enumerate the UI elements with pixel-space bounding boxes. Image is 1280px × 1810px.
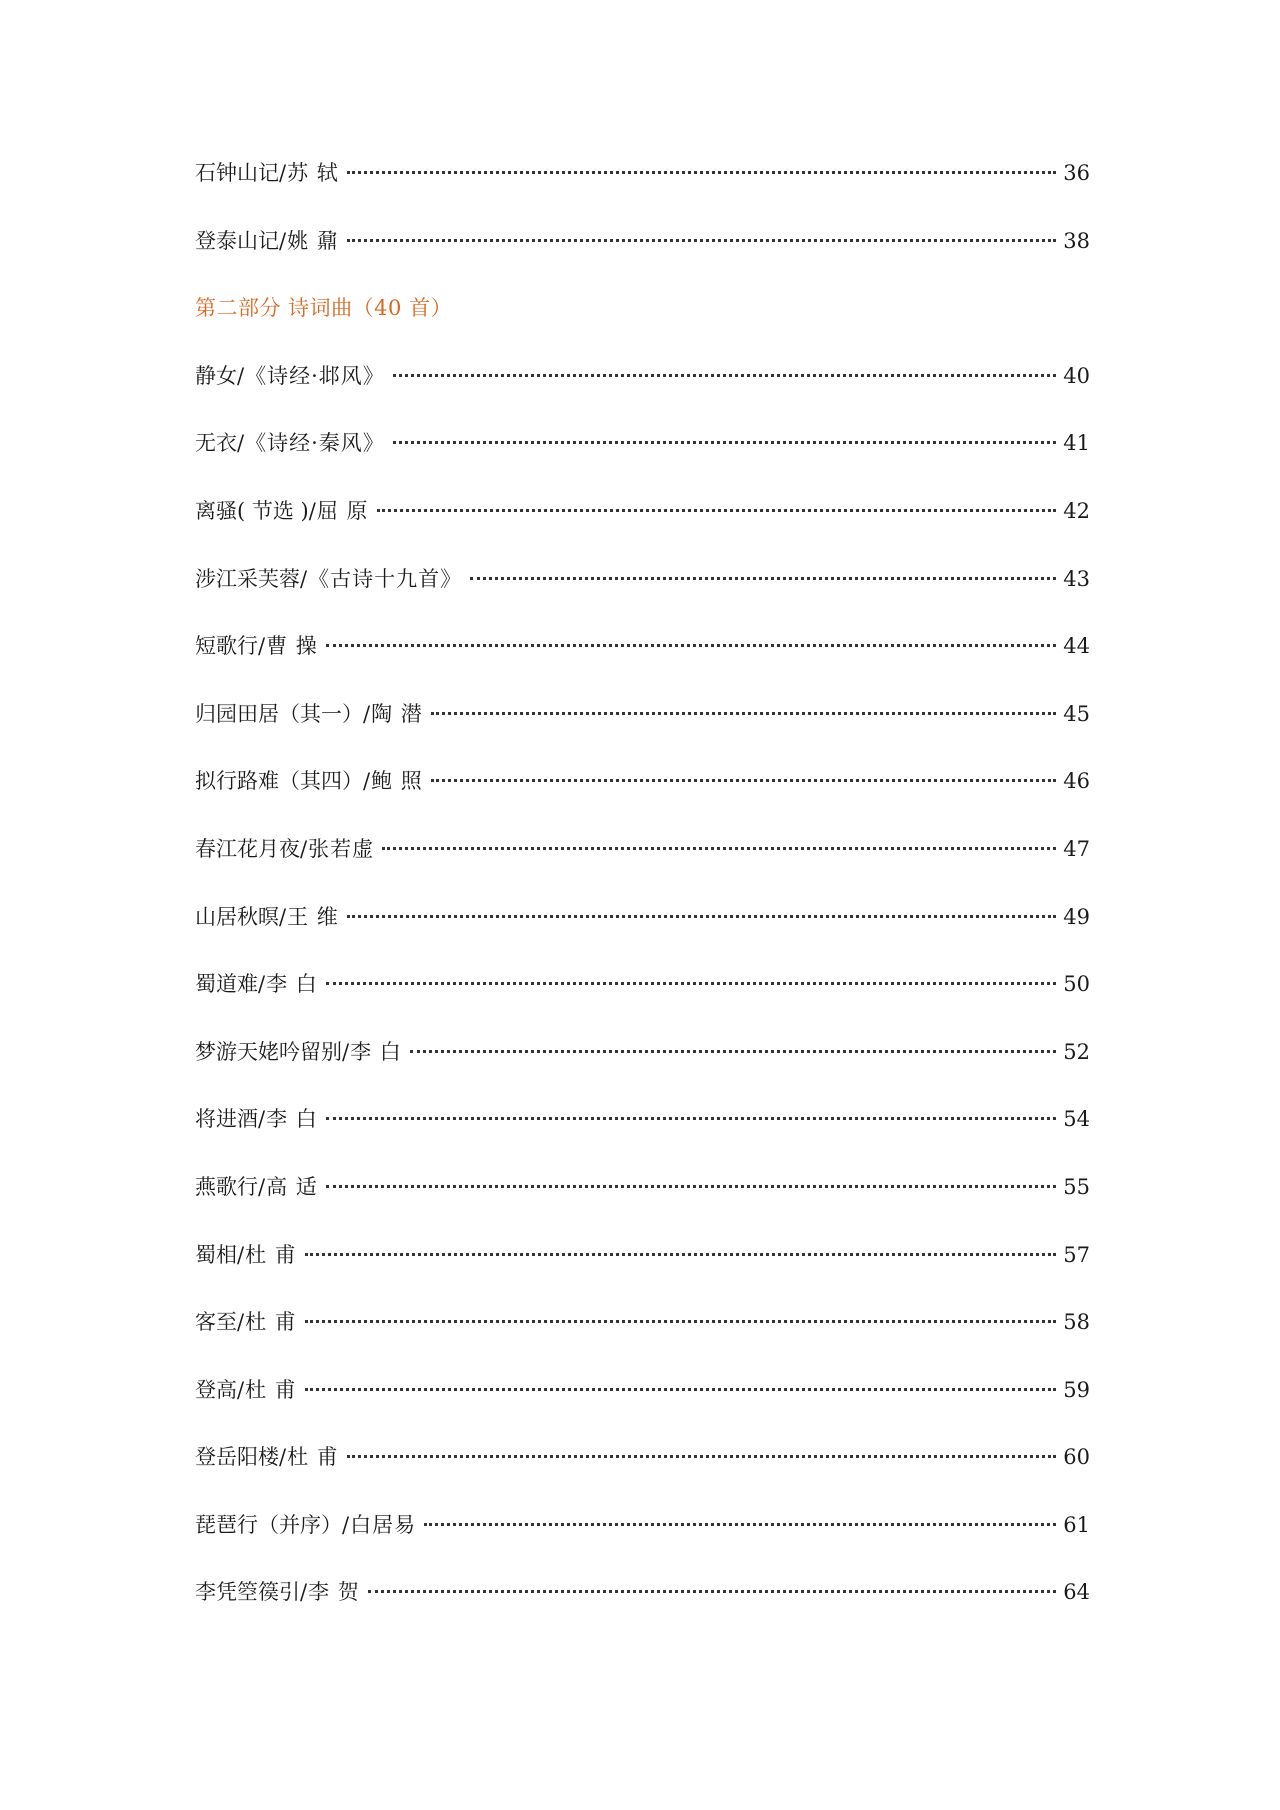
section-heading xyxy=(195,293,1090,361)
entry-page-number: 46 xyxy=(1063,769,1090,794)
toc-entry[interactable] xyxy=(195,699,1090,767)
toc-entry[interactable] xyxy=(195,1442,1090,1510)
table-of-contents xyxy=(195,158,1090,1645)
entry-page-number: 59 xyxy=(1063,1377,1090,1402)
dot-leader xyxy=(305,1319,1056,1323)
toc-entry[interactable] xyxy=(195,496,1090,564)
entry-title: 短歌行 xyxy=(195,634,258,659)
section-heading-label: 第二部分 诗词曲（40 首） xyxy=(195,296,453,321)
entry-title: 无衣 xyxy=(195,431,237,456)
entry-author: /李 白 xyxy=(258,1107,318,1132)
dot-leader xyxy=(470,576,1056,580)
toc-entry[interactable] xyxy=(195,1037,1090,1105)
dot-leader xyxy=(347,238,1056,242)
toc-entry[interactable] xyxy=(195,564,1090,632)
entry-title: 燕歌行 xyxy=(195,1174,258,1199)
entry-title: 梦游天姥吟留别 xyxy=(195,1039,342,1064)
dot-leader xyxy=(382,846,1056,850)
entry-page-number: 57 xyxy=(1063,1242,1090,1267)
entry-author: /李 贺 xyxy=(300,1580,360,1605)
entry-page-number: 60 xyxy=(1063,1445,1090,1470)
entry-title: 归园田居（其一） xyxy=(195,701,363,726)
toc-entry[interactable] xyxy=(195,1240,1090,1308)
entry-author: /屈 原 xyxy=(308,498,369,523)
entry-title: 李凭箜篌引 xyxy=(195,1580,300,1605)
toc-entry[interactable] xyxy=(195,361,1090,429)
dot-leader xyxy=(431,778,1056,782)
entry-title: 登高 xyxy=(195,1377,237,1402)
entry-title: 离骚( 节选 ) xyxy=(195,498,309,523)
entry-author: /高 适 xyxy=(258,1174,318,1199)
entry-page-number: 45 xyxy=(1063,701,1090,726)
toc-entry[interactable] xyxy=(195,834,1090,902)
entry-page-number: 55 xyxy=(1063,1174,1090,1199)
entry-title: 登岳阳楼 xyxy=(195,1445,279,1470)
entry-author: /王 维 xyxy=(279,904,339,929)
entry-page-number: 41 xyxy=(1063,431,1090,456)
dot-leader xyxy=(305,1252,1056,1256)
dot-leader xyxy=(326,1184,1056,1188)
entry-title: 客至 xyxy=(195,1310,237,1335)
dot-leader xyxy=(326,643,1056,647)
entry-page-number: 64 xyxy=(1063,1580,1090,1605)
toc-entry[interactable] xyxy=(195,969,1090,1037)
entry-author: /杜 甫 xyxy=(237,1310,297,1335)
dot-leader xyxy=(305,1387,1056,1391)
entry-page-number: 49 xyxy=(1063,904,1090,929)
entry-page-number: 61 xyxy=(1063,1512,1090,1537)
entry-title: 登泰山记 xyxy=(195,228,279,253)
entry-author: /李 白 xyxy=(342,1039,402,1064)
entry-author: /陶 潜 xyxy=(363,701,423,726)
entry-author: /杜 甫 xyxy=(279,1445,339,1470)
dot-leader xyxy=(347,1454,1056,1458)
toc-entry[interactable] xyxy=(195,1104,1090,1172)
dot-leader xyxy=(326,981,1056,985)
entry-title: 蜀相 xyxy=(195,1242,237,1267)
entry-page-number: 42 xyxy=(1063,498,1090,523)
entry-page-number: 50 xyxy=(1063,972,1090,997)
entry-title: 春江花月夜 xyxy=(195,836,300,861)
entry-title: 石钟山记 xyxy=(195,161,279,185)
entry-title: 静女 xyxy=(195,363,237,388)
dot-leader xyxy=(326,1116,1056,1120)
dot-leader xyxy=(368,1589,1056,1593)
entry-page-number: 40 xyxy=(1063,363,1090,388)
dot-leader xyxy=(410,1049,1056,1053)
toc-entry[interactable] xyxy=(195,1510,1090,1578)
entry-title: 山居秋暝 xyxy=(195,904,279,929)
entry-author: /白居易 xyxy=(342,1512,417,1537)
entry-page-number: 52 xyxy=(1063,1039,1090,1064)
entry-title: 蜀道难 xyxy=(195,972,258,997)
entry-author: /《古诗十九首》 xyxy=(300,566,463,591)
dot-leader xyxy=(393,440,1056,444)
dot-leader xyxy=(393,373,1056,377)
toc-entry[interactable] xyxy=(195,428,1090,496)
entry-author: /曹 操 xyxy=(258,634,318,659)
toc-entry[interactable] xyxy=(195,902,1090,970)
entry-page-number: 54 xyxy=(1063,1107,1090,1132)
dot-leader xyxy=(377,508,1056,512)
entry-page-number: 58 xyxy=(1063,1310,1090,1335)
entry-author: /张若虚 xyxy=(300,836,375,861)
entry-author: /杜 甫 xyxy=(237,1242,297,1267)
entry-page-number: 43 xyxy=(1063,566,1090,591)
entry-author: /苏 轼 xyxy=(279,161,339,185)
entry-title: 将进酒 xyxy=(195,1107,258,1132)
toc-entry[interactable] xyxy=(195,631,1090,699)
toc-entry[interactable] xyxy=(195,1577,1090,1645)
toc-entry[interactable] xyxy=(195,766,1090,834)
entry-page-number: 44 xyxy=(1063,634,1090,659)
entry-title: 琵琶行（并序） xyxy=(195,1512,342,1537)
dot-leader xyxy=(424,1522,1056,1526)
entry-page-number: 36 xyxy=(1063,161,1090,185)
toc-entry[interactable] xyxy=(195,1172,1090,1240)
entry-author: /杜 甫 xyxy=(237,1377,297,1402)
entry-title: 拟行路难（其四） xyxy=(195,769,363,794)
dot-leader xyxy=(347,170,1056,174)
dot-leader xyxy=(347,914,1056,918)
entry-page-number: 47 xyxy=(1063,836,1090,861)
entry-author: /李 白 xyxy=(258,972,318,997)
toc-entry[interactable] xyxy=(195,226,1090,294)
entry-page-number: 38 xyxy=(1063,228,1090,253)
entry-author: /姚 鼐 xyxy=(279,228,339,253)
dot-leader xyxy=(431,711,1056,715)
entry-author: /鲍 照 xyxy=(363,769,423,794)
toc-entry[interactable] xyxy=(195,158,1090,226)
toc-entry[interactable] xyxy=(195,1375,1090,1443)
toc-entry[interactable] xyxy=(195,1307,1090,1375)
entry-title: 涉江采芙蓉 xyxy=(195,566,300,591)
entry-author: /《诗经·秦风》 xyxy=(237,431,385,456)
entry-author: /《诗经·邶风》 xyxy=(237,363,385,388)
